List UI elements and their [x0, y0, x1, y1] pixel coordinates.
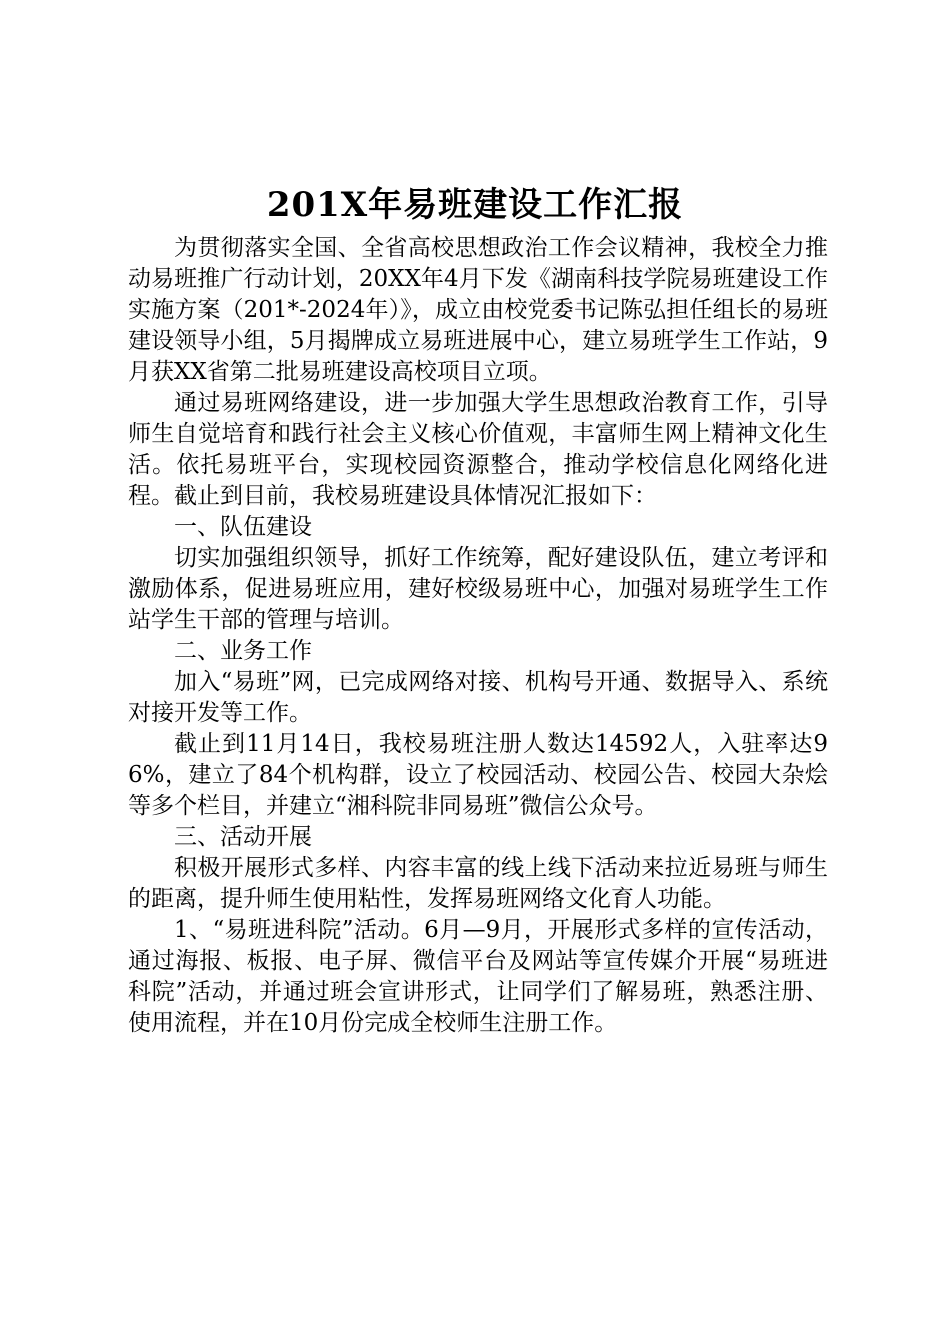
section-heading-activities: 三、活动开展 [174, 824, 312, 850]
paragraph-overview: 通过易班网络建设，进一步加强大学生思想政治教育工作，引导师生自觉培育和践行社会主义核心价值观，丰富师生网上精神文化生活。依托易班平台，实现校园资源整合，推动学校信息化网络化进程。截止到目前，我校易班建设具体情况汇报如下： [128, 390, 828, 509]
document-body [128, 233, 828, 1039]
section-heading-business: 二、业务工作 [174, 638, 312, 664]
paragraph-intro: 为贯彻落实全国、全省高校思想政治工作会议精神，我校全力推动易班推广行动计划，20XX年4月下发《湖南科技学院易班建设工作实施方案（201*-2024年）》，成立由校党委书记陈弘担任组长的易班建设领导小组，5月揭牌成立易班进展中心，建立易班学生工作站，9月获XX省第二批易班建设高校项目立项。 [128, 235, 828, 385]
paragraph-team: 切实加强组织领导，抓好工作统筹，配好建设队伍，建立考评和激励体系，促进易班应用，建好校级易班中心，加强对易班学生工作站学生干部的管理与培训。 [128, 545, 828, 633]
paragraph-activity-1: 1、“易班进科院”活动。6月—9月，开展形式多样的宣传活动，通过海报、板报、电子屏、微信平台及网站等宣传媒介开展“易班进科院”活动，并通过班会宣讲形式，让同学们了解易班，熟悉注册、使用流程，并在10月份完成全校师生注册工作。 [128, 917, 828, 1036]
document-title: 201X年易班建设工作汇报 [266, 185, 684, 225]
paragraph-business-1: 加入“易班”网，已完成网络对接、机构号开通、数据导入、系统对接开发等工作。 [128, 669, 828, 726]
paragraph-activities: 积极开展形式多样、内容丰富的线上线下活动来拉近易班与师生的距离，提升师生使用粘性，发挥易班网络文化育人功能。 [128, 855, 828, 912]
paragraph-business-2: 截止到11月14日，我校易班注册人数达14592人，入驻率达96%，建立了84个机构群，设立了校园活动、校园公告、校园大杂烩等多个栏目，并建立“湘科院非同易班”微信公众号。 [128, 731, 828, 819]
section-heading-team: 一、队伍建设 [174, 514, 312, 540]
